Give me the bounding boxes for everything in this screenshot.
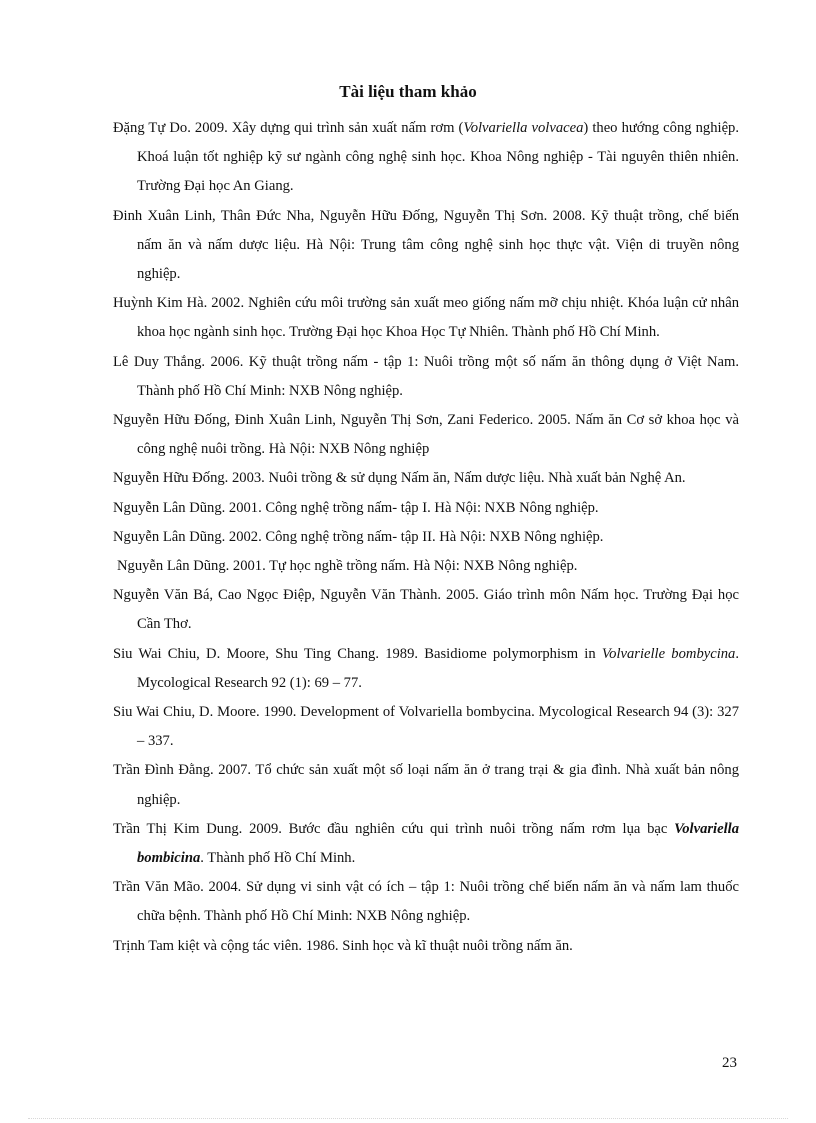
page-number: 23 — [722, 1055, 737, 1071]
page-title: Tài liệu tham khảo — [339, 82, 477, 101]
reference-item: Huỳnh Kim Hà. 2002. Nghiên cứu môi trường sản xuất meo giống nấm mỡ chịu nhiệt. Khóa luận cử nhân khoa học ngành sinh học. Trường Đại học Khoa Học Tự Nhiên. Thành phố Hồ Chí Minh. — [113, 295, 739, 341]
reference-item: Nguyễn Lân Dũng. 2002. Công nghệ trồng nấm- tập II. Hà Nội: NXB Nông nghiệp. — [113, 528, 604, 545]
reference-item: Lê Duy Thắng. 2006. Kỹ thuật trồng nấm - tập 1: Nuôi trồng một số nấm ăn thông dụng ở Việt Nam. Thành phố Hồ Chí Minh: NXB Nông nghiệp. — [113, 353, 739, 399]
reference-item: Đặng Tự Do. 2009. Xây dựng qui trình sản xuất nấm rơm (Volvariella volvacea) theo hướng công nghiệp. Khoá luận tốt nghiệp kỹ sư ngành công nghệ sinh học. Khoa Nông nghiệp - Tài nguyên thiên nhiên. Trường Đại học An Giang. — [113, 120, 740, 195]
reference-item: Đinh Xuân Linh, Thân Đức Nha, Nguyễn Hữu Đống, Nguyễn Thị Sơn. 2008. Kỹ thuật trồng, chế biến nấm ăn và nấm dược liệu. Hà Nội: Trung tâm công nghệ sinh học thực vật. Viện di truyền nông nghiệp. — [113, 207, 739, 283]
reference-item: Trần Văn Mão. 2004. Sử dụng vi sinh vật có ích – tập 1: Nuôi trồng chế biến nấm ăn và nấm lam thuốc chữa bệnh. Thành phố Hồ Chí Minh: NXB Nông nghiệp. — [113, 879, 739, 925]
reference-item: Trịnh Tam kiệt và cộng tác viên. 1986. Sinh học và kĩ thuật nuôi trồng nấm ăn. — [113, 937, 573, 954]
reference-item: Nguyễn Hữu Đống. 2003. Nuôi trồng & sử dụng Nấm ăn, Nấm dược liệu. Nhà xuất bản Nghệ An. — [113, 470, 686, 487]
page-bottom-divider — [28, 1118, 788, 1119]
reference-item: Siu Wai Chiu, D. Moore. 1990. Development of Volvariella bombycina. Mycological Research 94 (3): 327 – 337. — [113, 704, 739, 750]
reference-item: Trần Đình Đằng. 2007. Tổ chức sản xuất một số loại nấm ăn ở trang trại & gia đình. Nhà xuất bản nông nghiệp. — [113, 762, 739, 808]
reference-item: Trần Thị Kim Dung. 2009. Bước đầu nghiên cứu qui trình nuôi trồng nấm rơm lụa bạc Volvariella bombicina. Thành phố Hồ Chí Minh. — [113, 820, 739, 867]
reference-item: Nguyễn Văn Bá, Cao Ngọc Điệp, Nguyễn Văn Thành. 2005. Giáo trình môn Nấm học. Trường Đại học Cần Thơ. — [113, 587, 739, 633]
reference-item: Nguyễn Lân Dũng. 2001. Công nghệ trồng nấm- tập I. Hà Nội: NXB Nông nghiệp. — [113, 499, 599, 516]
reference-list — [113, 114, 739, 961]
reference-item: Nguyễn Hữu Đống, Đinh Xuân Linh, Nguyễn Thị Sơn, Zani Federico. 2005. Nấm ăn Cơ sở khoa học và công nghệ nuôi trồng. Hà Nội: NXB Nông nghiệp — [113, 412, 739, 458]
reference-item: Nguyễn Lân Dũng. 2001. Tự học nghề trồng nấm. Hà Nội: NXB Nông nghiệp. — [117, 558, 578, 575]
reference-item: Siu Wai Chiu, D. Moore, Shu Ting Chang. 1989. Basidiome polymorphism in Volvarielle bombycina. Mycological Research 92 (1): 69 – 77. — [113, 645, 739, 691]
